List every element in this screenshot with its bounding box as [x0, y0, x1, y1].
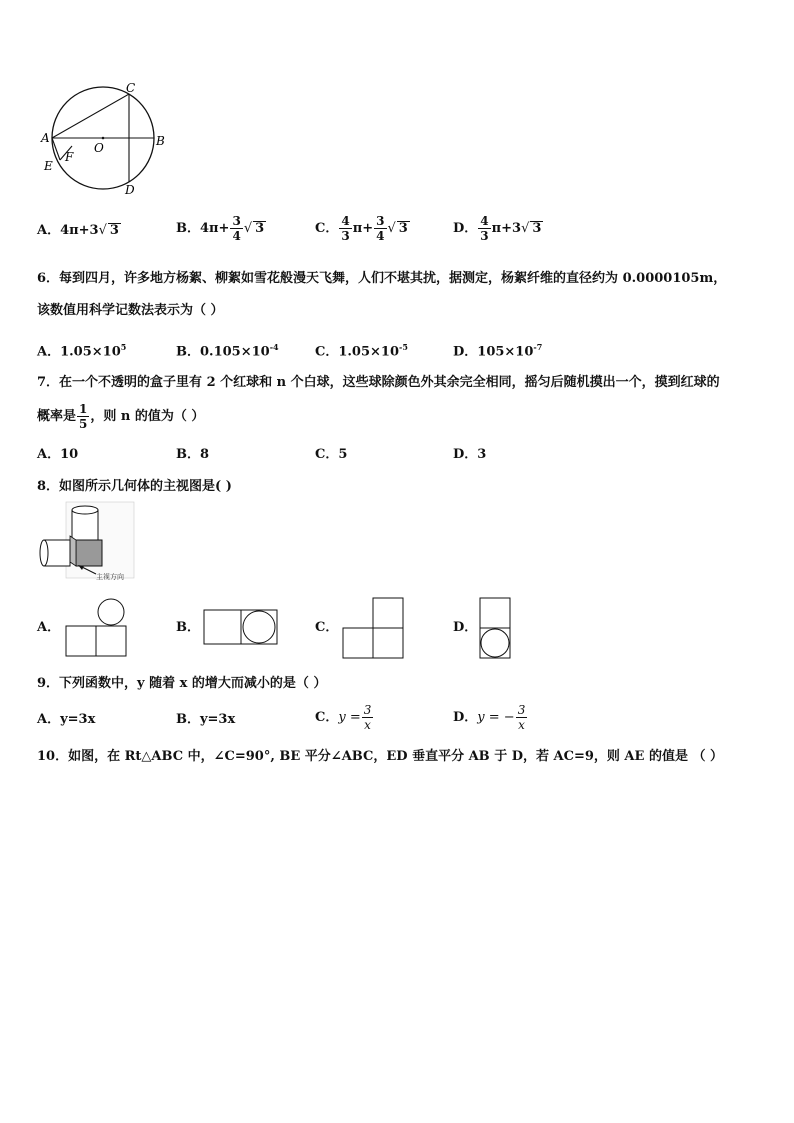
q6-option-c[interactable]: C．$1.05\times 10^{-5}$ [315, 342, 408, 360]
q9-option-b[interactable]: B．y=3x [176, 712, 236, 727]
q9-option-c[interactable]: C．y = $\frac{3}{x}$ [315, 703, 372, 732]
label-A: A [41, 131, 50, 145]
q9-stem: 9．下列函数中，y 随着 x 的增大而减小的是（ ） [37, 676, 327, 691]
q8-option-c-figure[interactable] [341, 596, 405, 660]
q5-option-b[interactable]: B．4π+ $\frac{3}{4}$ √ 3 [176, 214, 265, 243]
q8-option-d-figure[interactable] [478, 596, 512, 660]
q7-option-b[interactable]: B．8 [176, 447, 210, 462]
q9-option-a[interactable]: A．y=3x [37, 712, 96, 727]
q6-option-a[interactable]: A．$1.05\times 10^5$ [37, 342, 127, 360]
label-D: D [125, 183, 135, 197]
q7-option-d[interactable]: D．3 [453, 447, 487, 462]
q7-stem-line1: 7．在一个不透明的盒子里有 2 个红球和 n 个白球，这些球除颜色外其余完全相同，摇匀后随机摸出一个，摸到红球的 [37, 375, 720, 390]
q8-option-d[interactable]: D． [453, 620, 478, 635]
q8-option-a-figure[interactable] [64, 598, 128, 660]
q7-option-c[interactable]: C．5 [315, 447, 348, 462]
q8-option-a[interactable]: A． [37, 620, 61, 635]
q6-stem-line1: 6．每到四月，许多地方杨絮、柳絮如雪花般漫天飞舞，人们不堪其扰，据测定，杨絮纤维的直径约为 0.0000105m， [37, 271, 727, 286]
q6-stem-line2: 该数值用科学记数法表示为（ ） [37, 303, 224, 318]
q7-stem-line2: 概率是 $\frac{1}{5}$ ，则 n 的值为（ ） [37, 402, 205, 431]
q7-option-a[interactable]: A．10 [37, 447, 79, 462]
label-C: C [126, 81, 136, 95]
label-B: B [156, 134, 165, 148]
label-F: F [65, 150, 74, 164]
q5-option-d[interactable]: D． $\frac{4}{3}$ π+3√ 3 [453, 214, 542, 243]
q8-option-c[interactable]: C． [315, 620, 339, 635]
q8-stem: 8．如图所示几何体的主视图是( ) [37, 479, 232, 494]
view-direction-label: 主视方向 [96, 573, 124, 581]
solid-figure [36, 500, 140, 586]
q8-option-b[interactable]: B． [176, 620, 200, 635]
q8-option-b-figure[interactable] [203, 608, 279, 646]
q9-option-d[interactable]: D．y = − $\frac{3}{x}$ [453, 703, 526, 732]
q10-stem: 10．如图，在 Rt△ABC 中，∠C=90°, BE 平分∠ABC，ED 垂直平分 AB 于 D，若 AC=9，则 AE 的值是 （ ） [37, 749, 723, 764]
label-O: O [94, 141, 104, 155]
label-E: E [44, 159, 53, 173]
q5-option-a[interactable]: A．4π+3√ 3 [37, 223, 119, 238]
q5-option-c[interactable]: C． $\frac{4}{3}$ π+ $\frac{3}{4}$ √ 3 [315, 214, 408, 243]
q6-option-d[interactable]: D．$105\times 10^{-7}$ [453, 342, 543, 360]
circle-figure [36, 78, 176, 198]
q6-option-b[interactable]: B．$0.105\times 10^{-4}$ [176, 342, 279, 360]
